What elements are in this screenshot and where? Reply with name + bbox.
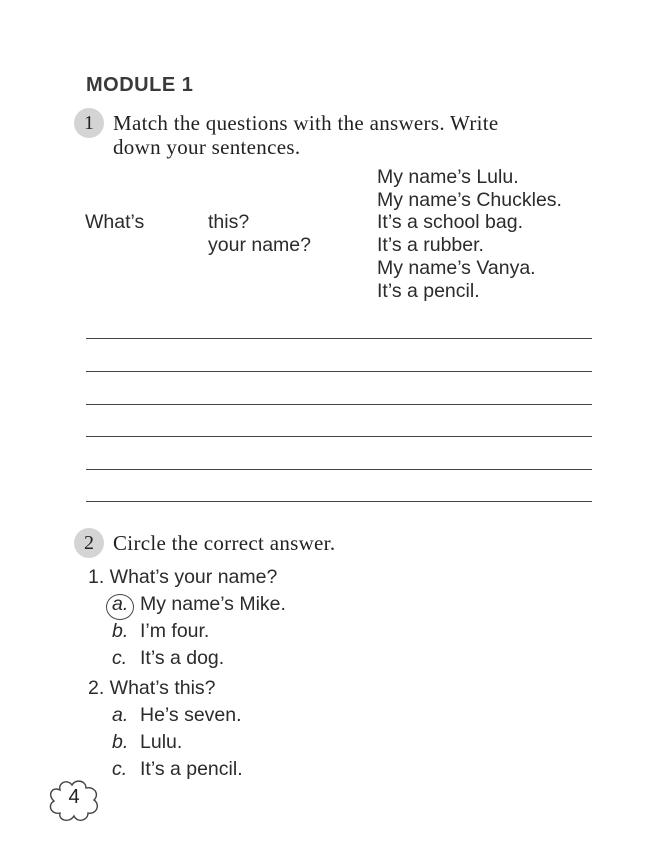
exercise-1-instruction-line-1: Match the questions with the answers. Write [113,111,499,135]
answer-1: My name’s Lulu. [377,166,519,188]
writing-line-5[interactable] [86,469,592,470]
question-2-prompt: 2. What’s this? [88,677,216,699]
page-number: 4 [68,786,80,808]
writing-line-3[interactable] [86,404,592,405]
module-title: MODULE 1 [86,74,194,96]
q2-option-c-text: It’s a pencil. [140,758,243,780]
question-end-2: your name? [208,234,311,256]
q1-option-c-text: It’s a dog. [140,647,225,669]
q2-option-a-letter[interactable]: a. [112,704,129,726]
q2-option-b-letter[interactable]: b. [112,731,129,753]
answer-3: It’s a school bag. [377,211,523,233]
question-start: What’s [85,211,145,233]
writing-line-2[interactable] [86,371,592,372]
answer-5: My name’s Vanya. [377,257,536,279]
answer-4: It’s a rubber. [377,234,484,256]
question-end-1: this? [208,211,250,233]
q1-option-c-letter[interactable]: c. [112,647,128,669]
answer-2: My name’s Chuckles. [377,189,562,211]
q1-option-b-letter[interactable]: b. [112,620,129,642]
q1-option-a-letter[interactable]: a. [112,593,129,615]
q2-option-c-letter[interactable]: c. [112,758,128,780]
exercise-1-instruction-line-2: down your sentences. [113,135,301,159]
q1-option-a-text: My name’s Mike. [140,593,286,615]
writing-line-4[interactable] [86,436,592,437]
q2-option-a-text: He’s seven. [140,704,242,726]
q1-option-b-text: I’m four. [140,620,210,642]
writing-line-1[interactable] [86,338,592,339]
q2-option-b-text: Lulu. [140,731,183,753]
writing-line-6[interactable] [86,501,592,502]
exercise-1-number: 1 [74,108,104,138]
exercise-2-instruction: Circle the correct answer. [113,531,336,555]
question-1-prompt: 1. What’s your name? [88,566,278,588]
answer-6: It’s a pencil. [377,280,480,302]
exercise-2-number: 2 [74,528,104,558]
